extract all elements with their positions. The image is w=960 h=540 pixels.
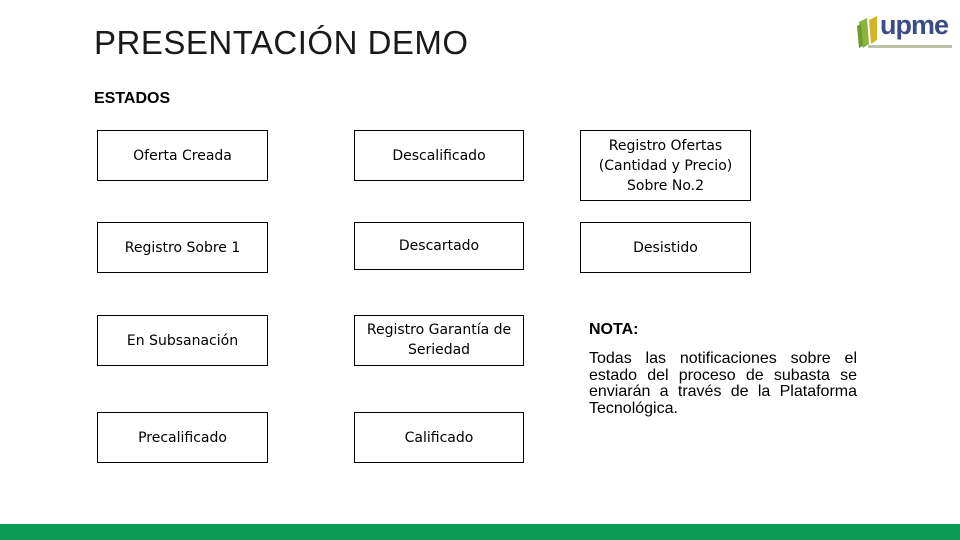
slide-title: PRESENTACIÓN DEMO: [94, 24, 469, 61]
state-box: Descartado: [354, 222, 524, 270]
state-box: Registro Sobre 1: [97, 222, 268, 273]
state-box: Desistido: [580, 222, 751, 273]
state-box: Descalificado: [354, 130, 524, 181]
state-box: En Subsanación: [97, 315, 268, 366]
state-box: Registro Garantía de Seriedad: [354, 315, 524, 366]
state-box: Registro Ofertas (Cantidad y Precio) Sobre No.2: [580, 130, 751, 201]
footer-bar: [0, 524, 960, 540]
note-body: Todas las notificaciones sobre el estado del proceso de subasta se enviarán a través de la Plataforma Tecnológica.: [589, 350, 857, 417]
logo-tagline-line: [868, 45, 952, 48]
state-box: Precalificado: [97, 412, 268, 463]
section-heading: ESTADOS: [94, 90, 171, 107]
note-title: NOTA:: [589, 321, 639, 338]
state-box: Calificado: [354, 412, 524, 463]
state-box: Oferta Creada: [97, 130, 268, 181]
logo-wordmark: upme: [880, 10, 949, 40]
